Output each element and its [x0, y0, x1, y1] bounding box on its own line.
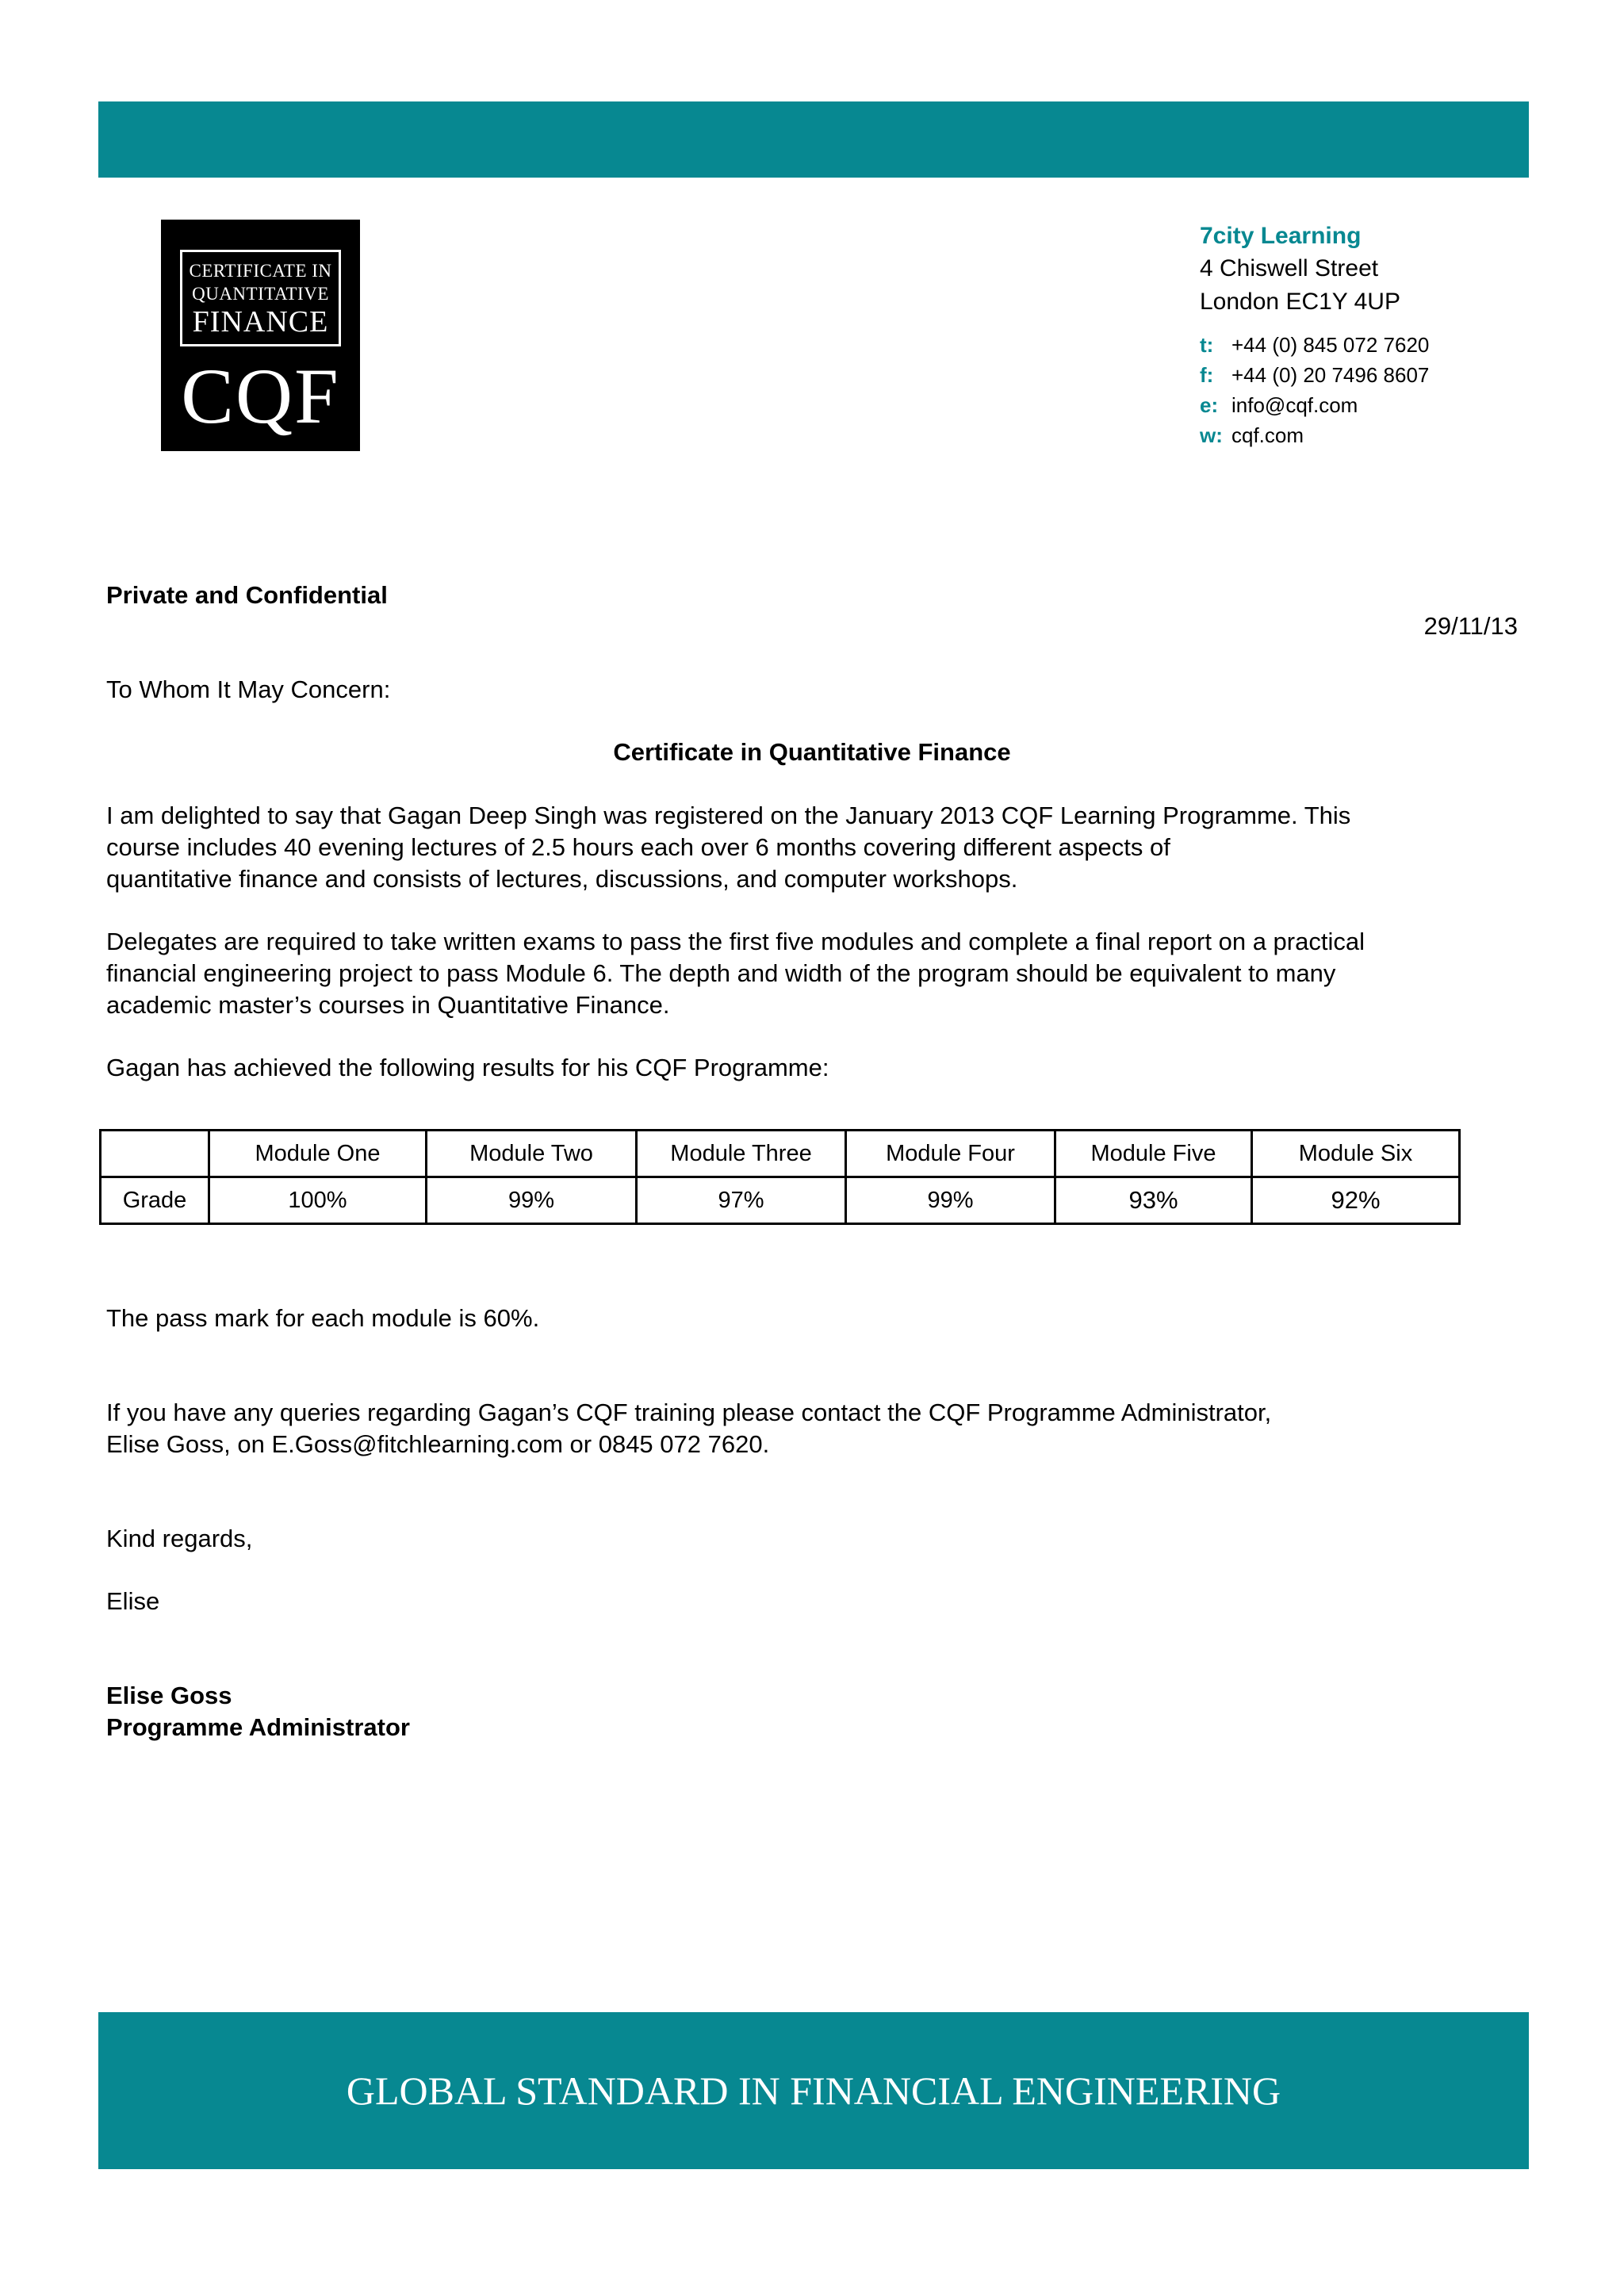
letter-date: 29/11/13 [1423, 612, 1518, 640]
table-header-cell: Module Five [1055, 1131, 1252, 1177]
closing: Kind regards, [106, 1525, 253, 1552]
salutation: To Whom It May Concern: [106, 675, 391, 703]
grade-cell: 93% [1055, 1177, 1252, 1224]
results-intro: Gagan has achieved the following results for his CQF Programme: [106, 1054, 829, 1081]
contact-lines [1200, 330, 1533, 450]
signoff: Elise [106, 1587, 160, 1615]
table-header-cell: Module Six [1252, 1131, 1460, 1177]
address-line-2: London EC1Y 4UP [1200, 289, 1400, 315]
table-corner-cell [101, 1131, 209, 1177]
contact-value: info@cqf.com [1231, 393, 1358, 417]
signer-name: Elise Goss [106, 1682, 232, 1709]
logo-line-3: FINANCE [192, 305, 329, 339]
contact-label: w: [1200, 423, 1223, 447]
logo-title-box [180, 250, 341, 346]
contact-website [1200, 420, 1533, 450]
paragraph-2-line-2: financial engineering project to pass Module 6. The depth and width of the program should be equivalent to many [106, 959, 1336, 987]
footer-band [98, 2012, 1529, 2169]
grade-cell: 99% [846, 1177, 1055, 1224]
contact-value: +44 (0) 845 072 7620 [1231, 333, 1430, 357]
logo-line-2: QUANTITATIVE [192, 284, 329, 304]
table-header-cell: Module Two [427, 1131, 637, 1177]
table-header-cell: Module One [209, 1131, 427, 1177]
contact-phone [1200, 330, 1533, 360]
paragraph-1-line-1: I am delighted to say that Gagan Deep Singh was registered on the January 2013 CQF Learning Programme. This [106, 802, 1351, 829]
address-line-1: 4 Chiswell Street [1200, 255, 1379, 281]
table-header-row [101, 1131, 1460, 1177]
paragraph-1-line-3: quantitative finance and consists of lectures, discussions, and computer workshops. [106, 865, 1018, 893]
signer-title: Programme Administrator [106, 1713, 410, 1741]
contact-block [1200, 220, 1533, 450]
logo-line-1: CERTIFICATE IN [189, 261, 332, 281]
cqf-logo [161, 220, 360, 451]
letter-subject: Certificate in Quantitative Finance [613, 738, 1011, 766]
organization-name: 7city Learning [1200, 223, 1362, 249]
paragraph-2-line-3: academic master’s courses in Quantitative Finance. [106, 991, 670, 1019]
results-table [99, 1129, 1461, 1225]
footer-tagline: GLOBAL STANDARD IN FINANCIAL ENGINEERING [346, 2068, 1281, 2113]
contact-label: e: [1200, 393, 1219, 417]
paragraph-2-line-1: Delegates are required to take written exams to pass the first five modules and complete a final report on a practical [106, 928, 1365, 955]
table-header-cell: Module Three [637, 1131, 846, 1177]
contact-label: t: [1200, 333, 1214, 357]
grade-cell: 100% [209, 1177, 427, 1224]
paragraph-4-line-2: Elise Goss, on E.Goss@fitchlearning.com or 0845 072 7620. [106, 1430, 770, 1458]
paragraph-1-line-2: course includes 40 evening lectures of 2.5 hours each over 6 months covering different aspects of [106, 833, 1170, 861]
contact-fax [1200, 360, 1533, 390]
table-row-label: Grade [101, 1177, 209, 1224]
grade-cell: 92% [1252, 1177, 1460, 1224]
logo-mark: CQF [181, 352, 340, 440]
confidential-heading: Private and Confidential [106, 581, 388, 609]
contact-value: +44 (0) 20 7496 8607 [1231, 363, 1430, 387]
contact-email [1200, 390, 1533, 420]
contact-value: cqf.com [1231, 423, 1304, 447]
contact-label: f: [1200, 363, 1214, 387]
header-band [98, 101, 1529, 178]
paragraph-4-line-1: If you have any queries regarding Gagan’s CQF training please contact the CQF Programme Administrator, [106, 1399, 1272, 1426]
grade-cell: 97% [637, 1177, 846, 1224]
pass-mark-note: The pass mark for each module is 60%. [106, 1304, 540, 1332]
table-header-cell: Module Four [846, 1131, 1055, 1177]
table-row [101, 1177, 1460, 1224]
grade-cell: 99% [427, 1177, 637, 1224]
